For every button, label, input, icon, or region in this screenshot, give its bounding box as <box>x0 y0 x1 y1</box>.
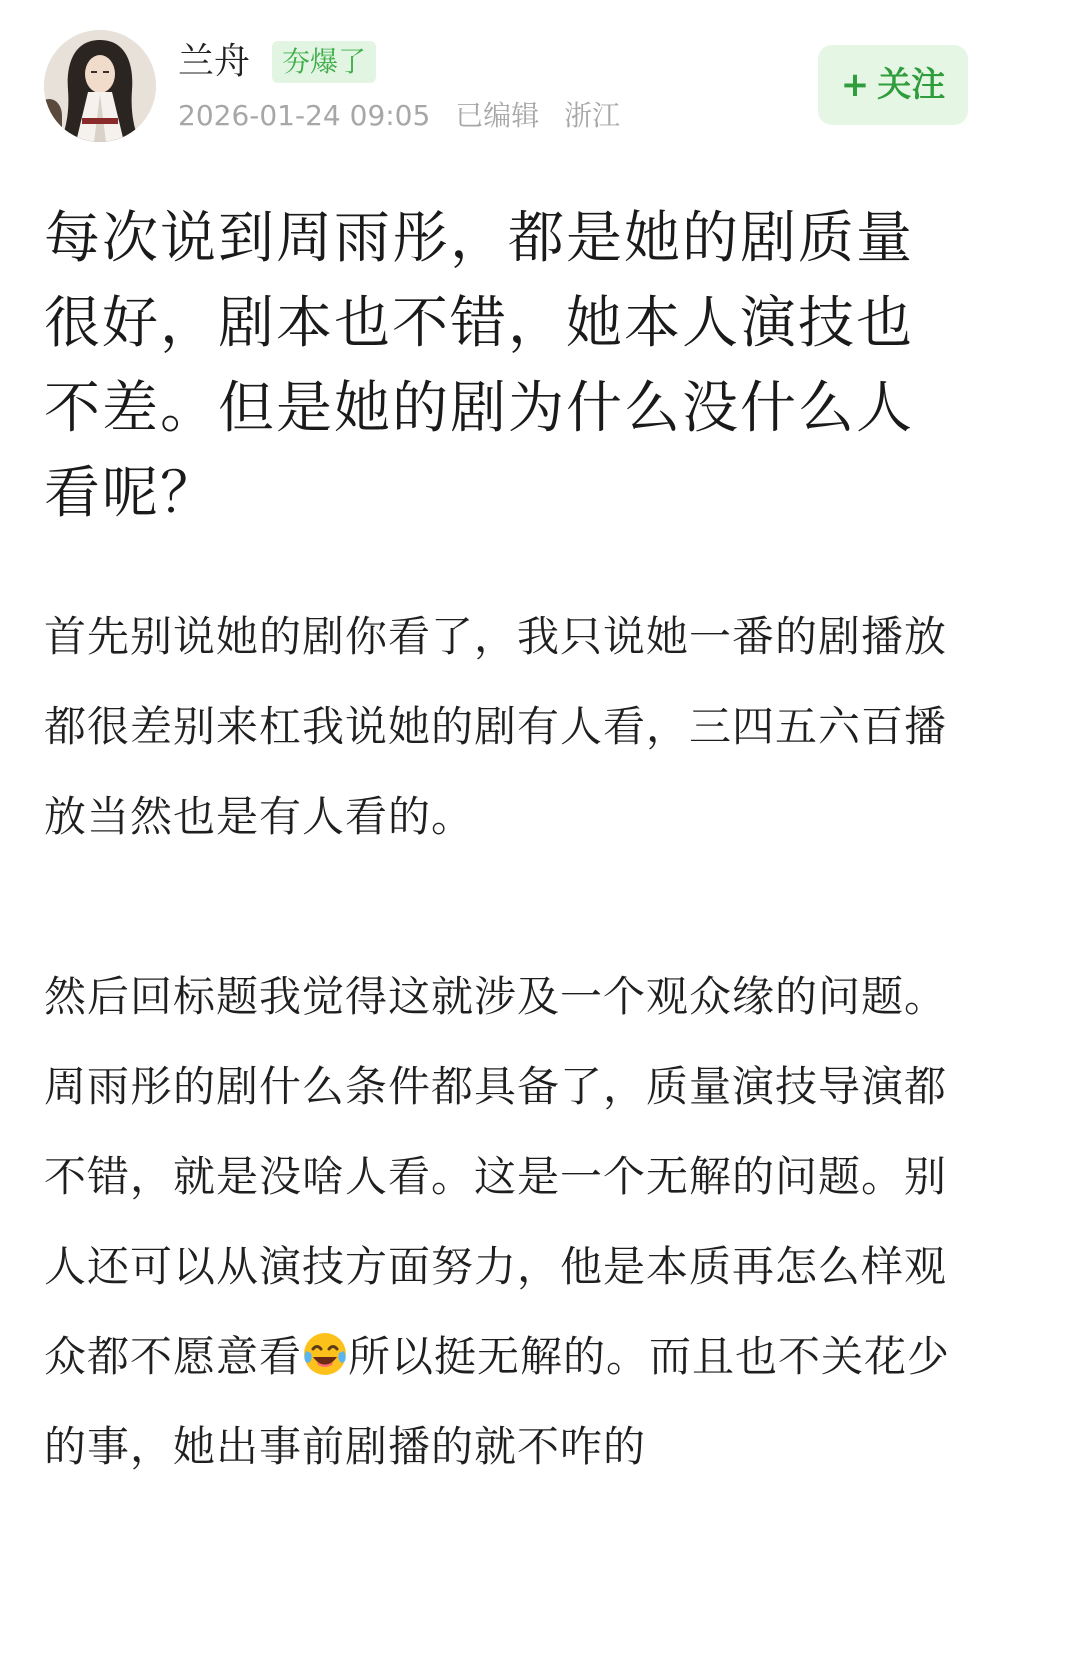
follow-button[interactable] <box>818 45 968 125</box>
post-title: 每次说到周雨彤，都是她的剧质量很好，剧本也不错，她本人演技也不差。但是她的剧为什么没什么人看呢？ <box>44 206 914 526</box>
username[interactable]: 兰舟 <box>178 41 251 82</box>
post-paragraph-1: 首先别说她的剧你看了，我只说她一番的剧播放都很差别来杠我说她的剧有人看，三四五六百播放当然也是有人看的。 <box>44 612 948 841</box>
tears-of-joy-icon <box>302 1331 348 1377</box>
avatar-illustration-icon <box>44 30 156 142</box>
follow-label: 关注 <box>877 65 946 105</box>
avatar[interactable] <box>44 30 156 142</box>
user-badge: 夯爆了 <box>272 41 376 83</box>
paragraph-2-text-after: 所以挺无解的。而且也不关花少的事，她出事前剧播的就不咋的 <box>44 1332 951 1471</box>
paragraph-2-text-before: 然后回标题我觉得这就涉及一个观众缘的问题。周雨彤的剧什么条件都具备了，质量演技导演都不错，就是没啥人看。这是一个无解的问题。别人还可以从演技方面努力，他是本质再怎么样观众都不愿意看 <box>44 972 948 1381</box>
plus-icon: + <box>840 65 870 105</box>
post-meta <box>178 96 636 136</box>
post-paragraph-2 <box>44 952 964 1492</box>
post-date: 2026-01-24 09:05 <box>178 99 431 132</box>
edited-label: 已编辑 <box>455 99 540 132</box>
post-header <box>0 0 1070 170</box>
location-label: 浙江 <box>564 99 621 132</box>
